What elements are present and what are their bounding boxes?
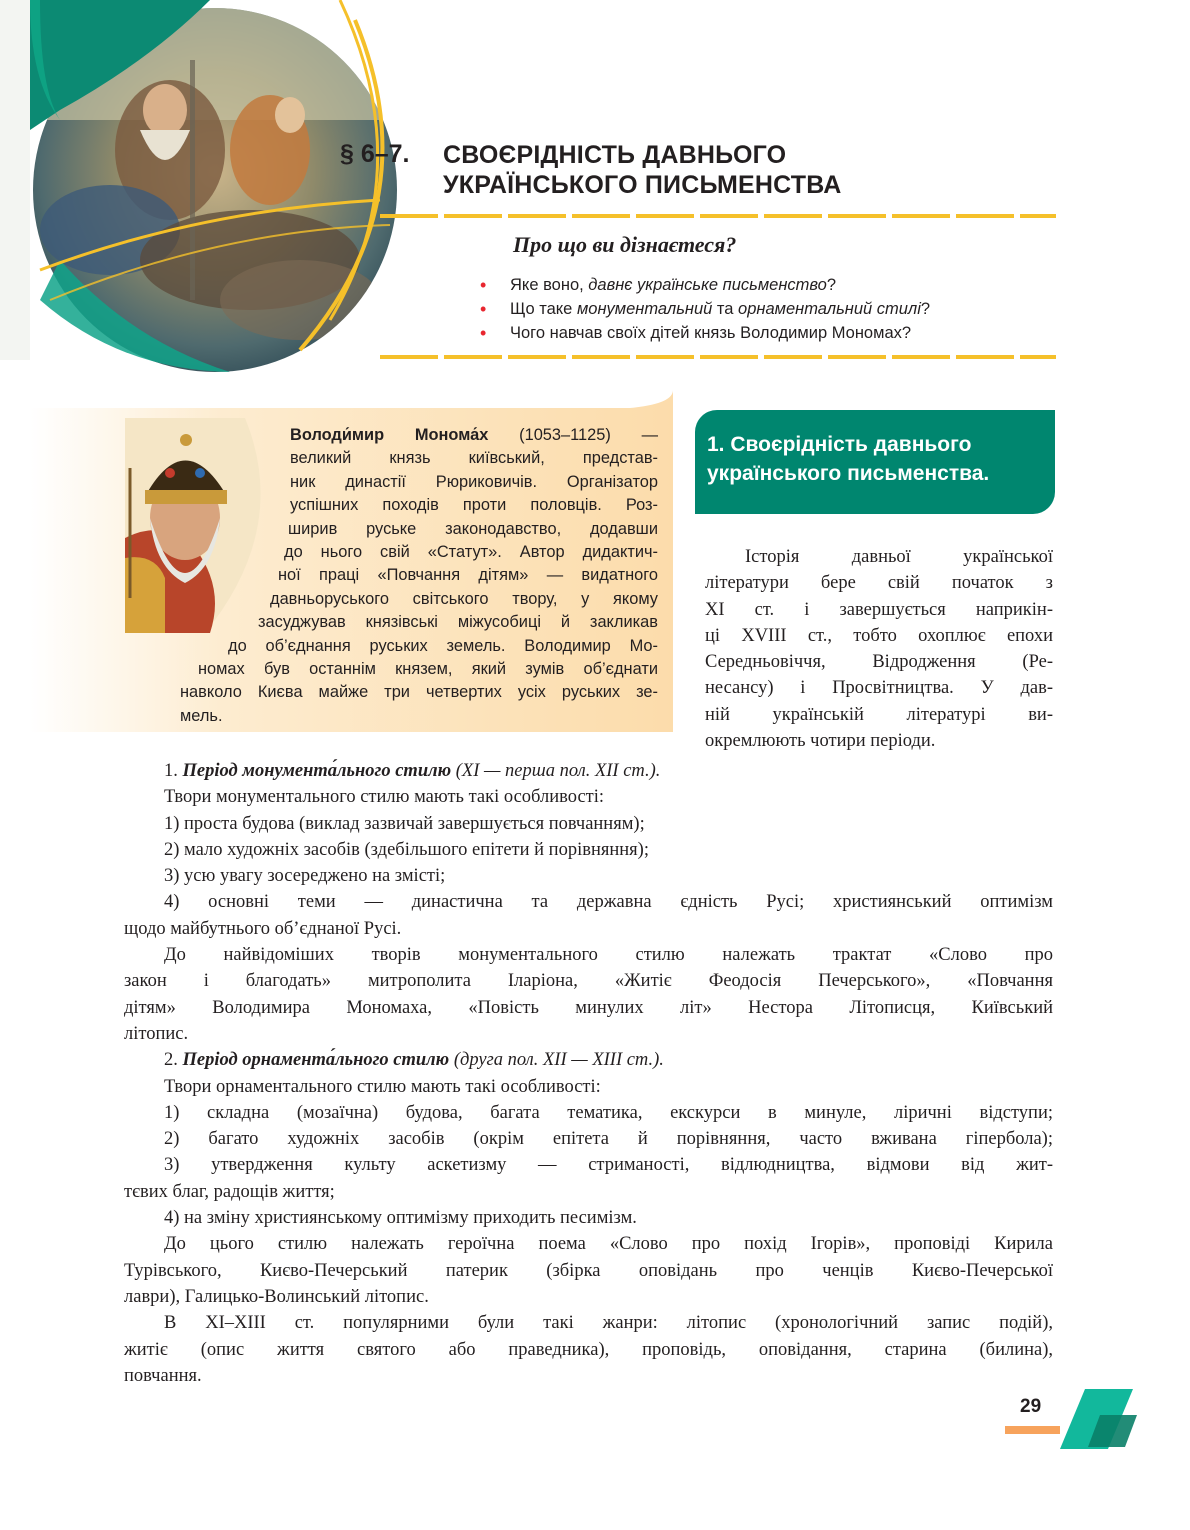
section-title-line2: УКРАЇНСЬКОГО ПИСЬМЕНСТВА (443, 171, 842, 199)
main-text (124, 758, 1053, 1389)
body-line: 4) основні теми — династична та державна єдність Русі; християнський оптимізм (164, 892, 1053, 913)
body-line: 1) проста будова (виклад зазвичай завершується повчанням); (164, 813, 645, 834)
bio-line: давньоруського світського твору, у якому (270, 589, 658, 608)
body-line: 2) багато художніх засобів (окрім епітета й порівняння, часто вживана гіпербола); (164, 1129, 1053, 1150)
subsection-heading-line1: 1. Своєрідність давнього (707, 433, 972, 456)
page-number-bar (1005, 1426, 1060, 1434)
body-line: Твори орнаментального стилю мають такі особливості: (164, 1076, 601, 1097)
section-title (443, 140, 842, 200)
bullet-icon: • (480, 299, 487, 319)
bio-text (180, 424, 658, 728)
bio-line: ної праці «Повчання дітям» — видатного (278, 566, 658, 585)
section-number: § 6–7. (340, 140, 410, 168)
body-line: тєвих благ, радощів життя; (124, 1181, 335, 1202)
intro-line: Середньовіччя, Відродження (Ре- (705, 652, 1053, 673)
body-line: До найвідоміших творів монументального стилю належать трактат «Слово про (164, 945, 1053, 966)
intro-line: окремлюють чотири періоди. (705, 731, 936, 752)
body-line: дітям» Володимира Мономаха, «Повість минулих літ» Нестора Літописця, Київський (124, 997, 1053, 1018)
bio-line: успішних походів проти половців. Роз- (290, 496, 658, 515)
bio-name: Володи́мир Монома́х (290, 426, 489, 444)
body-line: 2) мало художніх засобів (здебільшого епітети й порівняння); (164, 839, 649, 860)
body-line: 4) на зміну християнському оптимізму приходить песимізм. (164, 1208, 637, 1229)
page-number: 29 (1020, 1396, 1042, 1417)
bio-line: засуджував князівські міжусобиці й закликав (258, 613, 658, 632)
intro-line: ХІ ст. і завершується наприкін- (705, 599, 1053, 620)
bio-line: ник династії Рюриковичів. Організатор (290, 472, 658, 491)
intro-line: несансу) і Просвітництва. У дав- (705, 678, 1053, 699)
period-1-heading: 1. Період монумента́льного стилю (ХІ — перша пол. ХІІ ст.). (164, 761, 661, 781)
learn-heading: Про що ви дізнаєтеся? (513, 232, 737, 257)
bio-line: до об’єднання руських земель. Володимир Мо- (228, 636, 658, 655)
intro-line: літератури бере свій початок з (705, 573, 1053, 594)
divider-bottom (380, 355, 1056, 359)
hero-illustration (0, 0, 420, 380)
body-line: До цього стилю належать героїчна поема «Слово про похід Ігорів», проповіді Кирила (164, 1234, 1053, 1255)
bio-line: мель. (180, 706, 223, 725)
bio-line: номах був останнім князем, який зумів об’єднати (198, 660, 658, 679)
bio-line: великий князь київський, представ- (290, 449, 658, 468)
learn-item: • Що таке монументальний та орнаментальний стилі? (480, 299, 931, 319)
body-line: повчання. (124, 1365, 202, 1386)
body-line: лаври), Галицько-Волинський літопис. (124, 1286, 429, 1307)
body-line: житіє (опис життя святого або праведника), проповідь, оповідання, старина (билина), (124, 1339, 1053, 1360)
bio-line: навколо Києва майже три четвертих усіх руських зе- (180, 683, 658, 702)
body-line: 3) утвердження культу аскетизму — стриманості, відлюдництва, відмови від жит- (164, 1155, 1053, 1176)
body-line: Твори монументального стилю мають такі особливості: (164, 787, 605, 808)
body-line: закон і благодать» митрополита Іларіона, «Житіє Феодосія Печерського», «Повчання (124, 971, 1053, 992)
learn-item: • Чого навчав своїх дітей князь Володимир Мономах? (480, 323, 912, 343)
subsection-heading-line2: українського письменства. (707, 462, 990, 485)
learn-item: • Яке воно, давнє українське письменство? (480, 275, 837, 295)
bio-line: ширив руське законодавство, додавши (288, 519, 658, 538)
intro-line: ній українській літературі ви- (705, 704, 1053, 725)
bullet-icon: • (480, 275, 487, 295)
body-line: Турівського, Києво-Печерський патерик (збірка оповідань про ченців Києво-Печерської (124, 1260, 1053, 1281)
body-line: щодо майбутнього об’єднаної Русі. (124, 918, 402, 939)
corner-decoration (1055, 1385, 1145, 1465)
bio-line: до нього свій «Статут». Автор дидактич- (284, 543, 658, 562)
bio-line: Володи́мир Монома́х (1053–1125) — (290, 426, 658, 444)
period-2-heading: 2. Період орнамента́льного стилю (друга пол. ХІІ — ХІІІ ст.). (164, 1050, 664, 1071)
intro-line: ці ХVІІІ ст., тобто охоплює епохи (705, 625, 1053, 646)
subsection-heading (695, 410, 1055, 514)
intro-line: Історія давньої української (745, 547, 1053, 567)
body-line: 1) складна (мозаїчна) будова, багата тематика, екскурси в минуле, ліричні відступи; (164, 1102, 1053, 1123)
intro-paragraph (705, 544, 1053, 754)
divider-top (380, 214, 1056, 218)
body-line: літопис. (124, 1023, 189, 1044)
body-line: В ХІ–ХІІІ ст. популярними були такі жанри: літопис (хронологічний запис подій), (164, 1313, 1053, 1334)
section-title-line1: СВОЄРІДНІСТЬ ДАВНЬОГО (443, 141, 787, 169)
bullet-icon: • (480, 323, 487, 343)
body-line: 3) усю увагу зосереджено на змісті; (164, 866, 446, 887)
learn-list (480, 273, 930, 345)
